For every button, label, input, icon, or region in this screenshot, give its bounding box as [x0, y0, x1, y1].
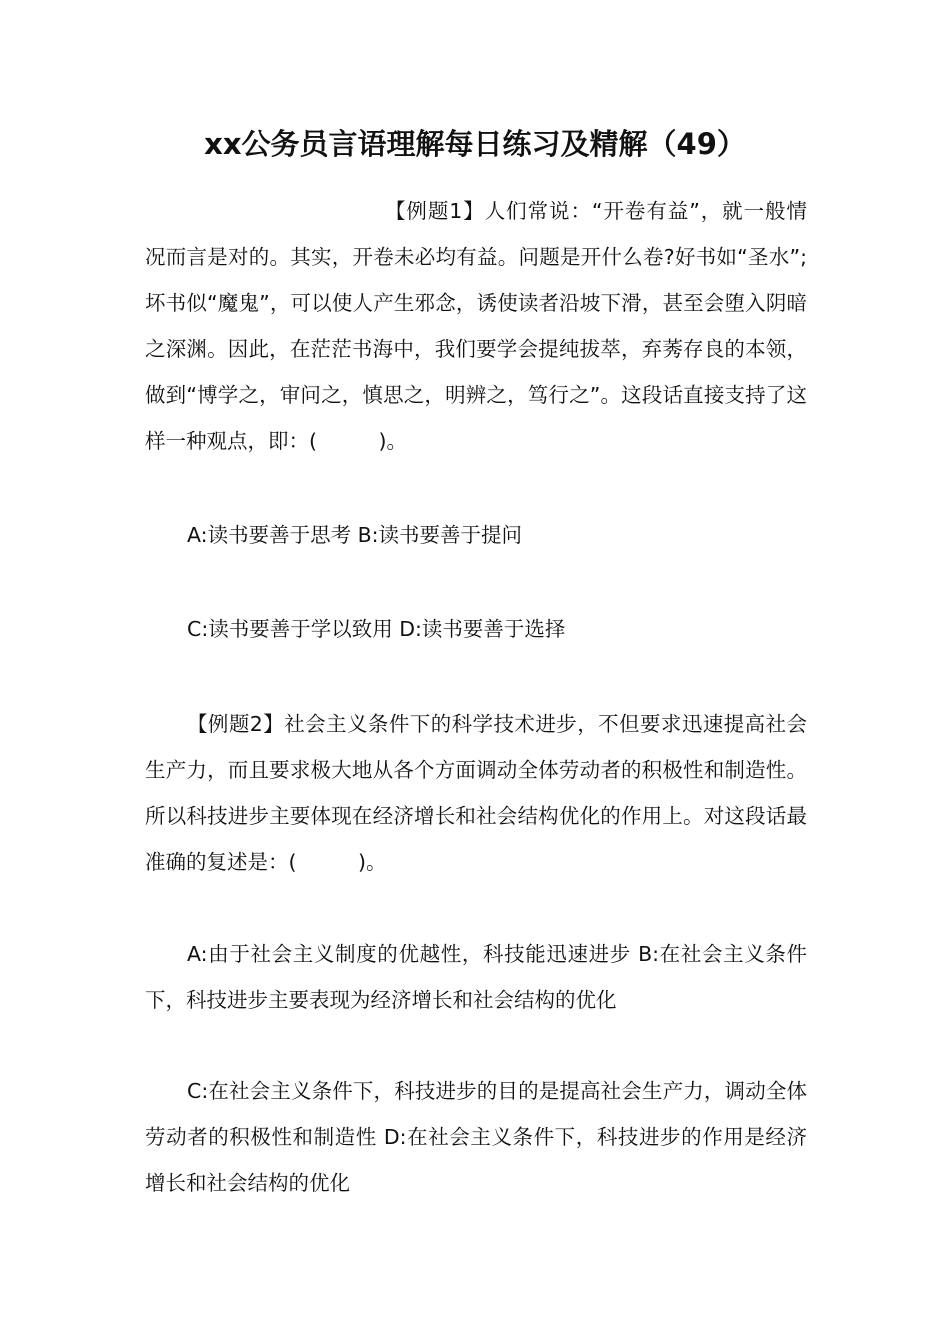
question-1-options-cd: C:读书要善于学以致用 D:读书要善于选择 [187, 617, 566, 641]
question-2-options-ab: A:由于社会主义制度的优越性，科技能迅速进步 B:在社会主义条件下，科技进步主要表现为经济增长和社会结构的优化 [145, 942, 807, 1012]
question-2-options-cd: C:在社会主义条件下，科技进步的目的是提高社会生产力，调动全体劳动者的积极性和制造性 D:在社会主义条件下，科技进步的作用是经济增长和社会结构的优化 [145, 1079, 807, 1195]
document-title: xx公务员言语理解每日练习及精解（49） [204, 127, 746, 161]
question-1-options-ab: A:读书要善于思考 B:读书要善于提问 [187, 523, 523, 547]
question-2-text: 【例题2】社会主义条件下的科学技术进步，不但要求迅速提高社会生产力，而且要求极大地从各个方面调动全体劳动者的积极性和制造性。所以科技进步主要体现在经济增长和社会结构优化的作用上。对这段话最准确的复述是：( )。 [145, 712, 807, 874]
question-1-text: 【例题1】人们常说：“开卷有益”，就一般情况而言是对的。其实，开卷未必均有益。问题是开什么卷?好书如“圣水”;坏书似“魔鬼”，可以使人产生邪念，诱使读者沿坡下滑，甚至会堕入阴暗之深渊。因此，在茫茫书海中，我们要学会提纯拔萃，弃莠存良的本领，做到“博学之，审问之，慎思之，明辨之，笃行之”。这段话直接支持了这样一种观点，即：( )。 [145, 199, 807, 453]
